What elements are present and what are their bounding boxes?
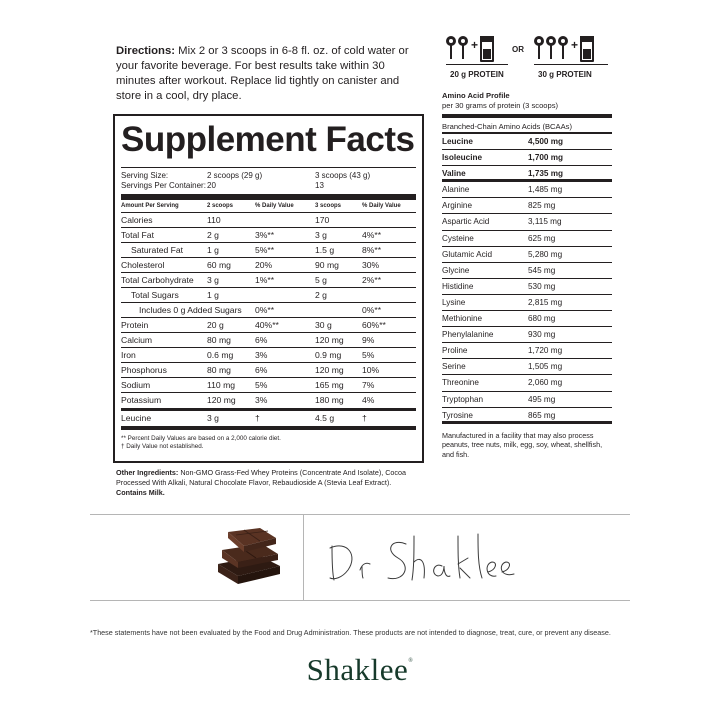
other-ingredients: [116, 468, 416, 498]
dv-2: †: [255, 413, 260, 423]
amino-row: [442, 343, 612, 359]
brand-logo: [0, 652, 720, 688]
footnotes: [121, 435, 416, 451]
two-scoop-group: [446, 36, 494, 62]
amino-title: Amino Acid Profile: [442, 91, 510, 100]
dv-3: 4%: [362, 395, 375, 405]
amino-value: 545 mg: [528, 265, 556, 275]
amount-2: 20 g: [207, 320, 224, 330]
amino-row: [442, 198, 612, 214]
header-3-scoops: 3 scoops: [315, 203, 342, 209]
amount-3: 120 mg: [315, 335, 344, 345]
signature: [318, 516, 518, 600]
dv-2: 1%**: [255, 275, 275, 285]
dv-2: 20%: [255, 260, 273, 270]
amount-3: 5 g: [315, 275, 327, 285]
dv-2: 5%**: [255, 245, 275, 255]
scoop-icon: [458, 36, 468, 60]
amino-name: Alanine: [442, 185, 470, 195]
amino-row: [442, 231, 612, 247]
dv-3: 10%: [362, 365, 380, 375]
header-dv-2: % Daily Value: [255, 203, 294, 209]
ingredients-text: Non-GMO Grass-Fed Whey Proteins (Concentrate And Isolate), Cocoa Processed With Alkali, Natural Chocolate Flavor, Rebaudioside A (Stevia Leaf Extract).: [116, 468, 407, 487]
divider: [90, 514, 630, 515]
amount-2: 60 mg: [207, 260, 231, 270]
servings-3: 13: [315, 181, 324, 190]
amino-name: Phenylalanine: [442, 330, 494, 340]
amount-3: 3 g: [315, 230, 327, 240]
amount-2: 80 mg: [207, 335, 231, 345]
plus-icon: +: [571, 38, 579, 52]
amount-3: 180 mg: [315, 395, 344, 405]
amino-value: 930 mg: [528, 330, 556, 340]
dv-3: 60%**: [362, 320, 386, 330]
dv-3: 8%**: [362, 245, 382, 255]
nutrient-name: Protein: [121, 320, 149, 330]
header-dv-3: % Daily Value: [362, 203, 401, 209]
amino-value: 4,500 mg: [528, 137, 564, 146]
nutrient-row: [121, 303, 416, 318]
nutrient-name: Potassium: [121, 395, 162, 405]
amino-value: 530 mg: [528, 281, 556, 291]
amino-name: Valine: [442, 169, 466, 179]
amino-value: 495 mg: [528, 394, 556, 404]
shaker-bottle-icon: [580, 36, 594, 62]
dv-2: [255, 288, 315, 303]
nutrient-name: Calcium: [121, 335, 153, 345]
amino-name: Arginine: [442, 201, 473, 211]
servings-2: 20: [207, 181, 216, 190]
dv-2: 6%: [255, 335, 268, 345]
scoop-icon: [558, 36, 568, 60]
shaker-bottle-icon: [480, 36, 494, 62]
amino-row: [442, 182, 612, 198]
amino-row: [442, 408, 612, 424]
contains-milk: Contains Milk.: [116, 488, 165, 497]
nutrient-row: [121, 273, 416, 288]
directions-body: Mix 2 or 3 scoops in 6-8 fl. oz. of cold water or your favorite beverage. For best results take within 30 minutes after workout. Replace lid tightly on canister and store in a cool, dry place.: [116, 45, 409, 102]
amino-row: [442, 359, 612, 375]
dv-3: 2%**: [362, 275, 382, 285]
registered-mark: ®: [408, 658, 414, 664]
dv-3: 9%: [362, 335, 375, 345]
nutrient-row: [121, 348, 416, 363]
amino-name: Tryptophan: [442, 394, 484, 404]
brand-name: Shaklee: [306, 652, 409, 687]
amino-row: [442, 311, 612, 327]
nutrient-row: [121, 288, 416, 303]
amino-row: [442, 279, 612, 295]
amino-name: Cysteine: [442, 233, 474, 243]
scoop-icon: [446, 36, 456, 60]
amino-name: Proline: [442, 346, 468, 356]
nutrient-name: Total Carbohydrate: [121, 275, 194, 285]
amino-value: 680 mg: [528, 314, 556, 324]
nutrient-row: [121, 243, 416, 258]
amount-2: 110: [207, 215, 221, 225]
dv-2: 40%**: [255, 320, 279, 330]
directions-text: [116, 44, 416, 104]
nutrient-row: [121, 333, 416, 348]
ingredients-label: Other Ingredients:: [116, 468, 179, 477]
nutrient-name: Cholesterol: [121, 260, 165, 270]
nutrient-row: [121, 258, 416, 273]
amino-row: [442, 150, 612, 166]
scoop-icon: [546, 36, 556, 60]
supplement-facts-panel: [113, 114, 424, 463]
nutrient-name: Sodium: [121, 380, 151, 390]
nutrient-name: Leucine: [121, 413, 152, 423]
amino-name: Isoleucine: [442, 153, 483, 163]
amino-row: [442, 375, 612, 391]
amino-name: Glutamic Acid: [442, 249, 493, 259]
amino-row: [442, 214, 612, 230]
nutrient-row: [121, 213, 416, 228]
dv-2: 3%**: [255, 230, 275, 240]
bcaa-header: Branched-Chain Amino Acids (BCAAs): [442, 118, 612, 134]
divider: [446, 64, 508, 65]
nutrient-name: Phosphorus: [121, 365, 167, 375]
nutrient-row: [121, 318, 416, 333]
scoop-icon: [534, 36, 544, 60]
amino-value: 825 mg: [528, 201, 556, 211]
amino-subtitle: per 30 grams of protein (3 scoops): [442, 101, 559, 110]
servings-per-container-label: Servings Per Container:: [121, 181, 206, 190]
amount-3: 30 g: [315, 320, 332, 330]
amino-name: Histidine: [442, 281, 474, 291]
amino-value: 625 mg: [528, 233, 556, 243]
option-20g-label: 20 g PROTEIN: [450, 70, 504, 79]
dv-3: †: [362, 413, 367, 423]
amino-name: Serine: [442, 362, 466, 372]
serving-size-2: 2 scoops (29 g): [207, 171, 263, 180]
option-30g-label: 30 g PROTEIN: [538, 70, 592, 79]
serving-info: [121, 171, 416, 191]
dv-2: 3%: [255, 395, 268, 405]
footnote-dagger: † Daily Value not established.: [121, 443, 204, 450]
serving-size-3: 3 scoops (43 g): [315, 171, 371, 180]
amino-row: [442, 327, 612, 343]
amino-value: 3,115 mg: [528, 217, 562, 227]
serving-size-label: Serving Size:: [121, 171, 169, 180]
amino-value: 5,280 mg: [528, 249, 563, 259]
amount-3: 2 g: [315, 290, 327, 300]
amount-3: 165 mg: [315, 380, 344, 390]
amount-2: 0.6 mg: [207, 350, 234, 360]
divider: [534, 64, 608, 65]
header-2-scoops: 2 scoops: [207, 203, 234, 209]
amino-value: 1,505 mg: [528, 362, 563, 372]
amount-2: 3 g: [207, 413, 219, 423]
nutrient-name: Saturated Fat: [131, 245, 184, 255]
dv-2: 3%: [255, 350, 268, 360]
amino-row: [442, 166, 612, 182]
dv-3: 7%: [362, 380, 375, 390]
header-amount: Amount Per Serving: [121, 203, 179, 209]
divider: [121, 426, 416, 430]
amino-name: Aspartic Acid: [442, 217, 490, 227]
amino-value: 1,700 mg: [528, 153, 564, 163]
divider: [121, 167, 416, 168]
or-label: OR: [512, 45, 524, 54]
amount-3: 0.9 mg: [315, 350, 342, 360]
nutrient-row: [121, 363, 416, 378]
amino-row: [442, 392, 612, 408]
amount-2: 80 mg: [207, 365, 231, 375]
amino-row: [442, 134, 612, 150]
plus-icon: +: [471, 38, 479, 52]
amino-value: 1,735 mg: [528, 169, 564, 179]
dv-2: 0%**: [255, 305, 275, 315]
dv-2: 6%: [255, 365, 268, 375]
chocolate-image: [210, 520, 290, 594]
amino-value: 1,720 mg: [528, 346, 563, 356]
dv-2: 5%: [255, 380, 268, 390]
amount-2: 120 mg: [207, 395, 236, 405]
amino-name: Leucine: [442, 137, 473, 146]
divider: [303, 514, 304, 600]
directions-label: Directions:: [116, 45, 176, 57]
amount-3: 170: [315, 215, 330, 225]
nutrient-row: [121, 393, 416, 408]
nutrient-name: Total Sugars: [131, 290, 179, 300]
amount-2: 3 g: [207, 275, 219, 285]
nutrient-rows: [121, 213, 416, 408]
fda-disclaimer: *These statements have not been evaluated by the Food and Drug Administration. These products are not intended to diagnose, treat, cure, or prevent any disease.: [90, 628, 611, 637]
amino-name: Methionine: [442, 314, 483, 324]
amount-3: 4.5 g: [315, 413, 335, 423]
supplement-facts-title: Supplement Facts: [121, 120, 415, 159]
amount-2: 1 g: [207, 245, 219, 255]
nutrient-name: Total Fat: [121, 230, 154, 240]
amino-table: [442, 114, 612, 424]
dv-3: [362, 213, 416, 228]
amount-2: 1 g: [207, 290, 219, 300]
amount-2: 2 g: [207, 230, 219, 240]
allergen-facility-note: Manufactured in a facility that may also process peanuts, tree nuts, milk, egg, soy, wheat, shellfish, and fish.: [442, 430, 603, 459]
dv-3: 5%: [362, 350, 375, 360]
amino-row: [442, 247, 612, 263]
amino-name: Glycine: [442, 265, 470, 275]
nutrient-name: Calories: [121, 215, 153, 225]
amino-value: 865 mg: [528, 410, 556, 420]
amount-3: [315, 303, 362, 318]
amino-acid-profile: [442, 91, 612, 459]
amino-value: 1,485 mg: [528, 185, 563, 195]
divider: [90, 600, 630, 601]
amino-value: 2,815 mg: [528, 297, 563, 307]
dv-3: 0%**: [362, 305, 382, 315]
amino-row: [442, 263, 612, 279]
amino-row: [442, 295, 612, 311]
dv-2: [255, 213, 315, 228]
amino-name: Threonine: [442, 378, 479, 388]
serving-graphic: [446, 36, 616, 86]
amount-3: 120 mg: [315, 365, 344, 375]
nutrient-row: [121, 378, 416, 393]
dv-3: 30%: [362, 260, 380, 270]
three-scoop-group: [534, 36, 594, 62]
dv-3: [362, 288, 416, 303]
amount-3: 1.5 g: [315, 245, 335, 255]
nutrient-row: [121, 228, 416, 243]
leucine-row: [121, 411, 416, 426]
nutrient-name: Iron: [121, 350, 136, 360]
amino-name: Lysine: [442, 297, 466, 307]
amount-3: 90 mg: [315, 260, 339, 270]
dv-3: 4%**: [362, 230, 382, 240]
footnote-dv: ** Percent Daily Values are based on a 2,000 calorie diet.: [121, 435, 281, 442]
amount-2: 110 mg: [207, 380, 236, 390]
amino-name: Tyrosine: [442, 410, 473, 420]
nutrient-name: Includes 0 g Added Sugars: [139, 305, 242, 315]
amino-value: 2,060 mg: [528, 378, 563, 388]
column-headers: [121, 200, 416, 212]
